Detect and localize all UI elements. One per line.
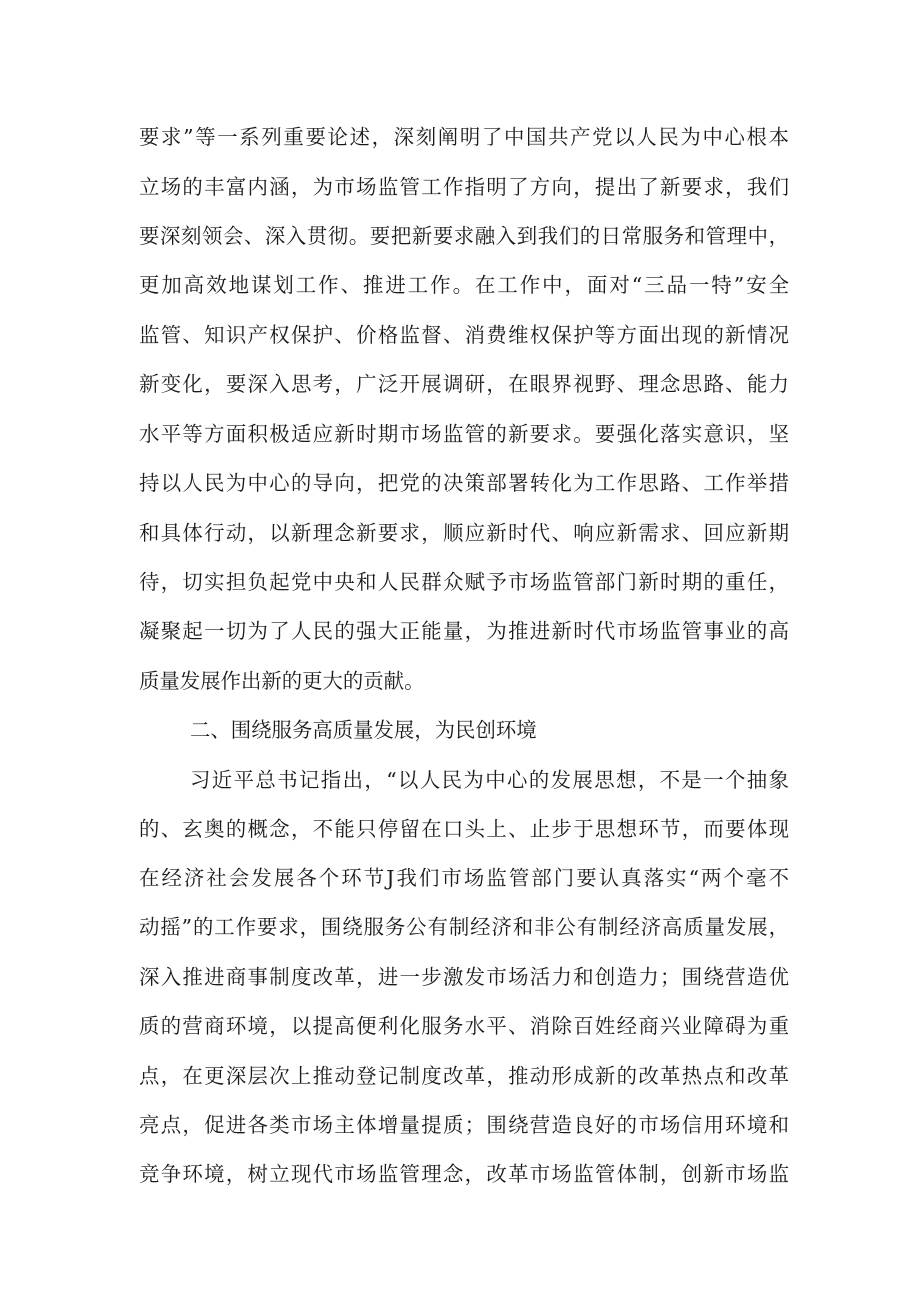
paragraph-2-line: 点，在更深层次上推动登记制度改革，推动形成新的改革热点和改革 — [139, 1064, 789, 1088]
paragraph-1-line: 水平等方面积极适应新时期市场监管的新要求。要强化落实意识，坚 — [139, 422, 789, 446]
paragraph-1-line: 要求”等一系列重要论述，深刻阐明了中国共产党以人民为中心根本 — [139, 125, 789, 149]
paragraph-2-line: 习近平总书记指出，“以人民为中心的发展思想，不是一个抽象 — [190, 768, 789, 792]
paragraph-2-line: 在经济社会发展各个环节J我们市场监管部门要认真落实“两个毫不 — [139, 866, 789, 890]
paragraph-1-line: 凝聚起一切为了人民的强大正能量，为推进新时代市场监管事业的高 — [139, 619, 789, 643]
paragraph-2-line: 的、玄奥的概念，不能只停留在口头上、止步于思想环节，而要体现 — [139, 817, 789, 841]
paragraph-1-line: 新变化，要深入思考，广泛开展调研，在眼界视野、理念思路、能力 — [139, 372, 789, 396]
paragraph-1-line: 监管、知识产权保护、价格监督、消费维权保护等方面出现的新情况 — [139, 323, 789, 347]
paragraph-1-line: 质量发展作出新的更大的贡献。 — [139, 669, 425, 693]
paragraph-1-line: 更加高效地谋划工作、推进工作。在工作中，面对“三品一特”安全 — [139, 273, 789, 297]
paragraph-2-line: 深入推进商事制度改革，进一步激发市场活力和创造力；围绕营造优 — [139, 965, 789, 989]
paragraph-2-line: 竞争环境，树立现代市场监管理念，改革市场监管体制，创新市场监 — [139, 1162, 789, 1186]
paragraph-1-line: 和具体行动，以新理念新要求，顺应新时代、响应新需求、回应新期 — [139, 521, 789, 545]
paragraph-1-line: 待，切实担负起党中央和人民群众赋予市场监管部门新时期的重任， — [139, 570, 789, 594]
section-heading: 二、围绕服务高质量发展，为民创环境 — [190, 718, 537, 742]
paragraph-1-line: 持以人民为中心的导向，把党的决策部署转化为工作思路、工作举措 — [139, 471, 789, 495]
paragraph-1-line: 要深刻领会、深入贯彻。要把新要求融入到我们的日常服务和管理中， — [139, 224, 789, 248]
paragraph-2-line: 亮点，促进各类市场主体增量提质；围绕营造良好的市场信用环境和 — [139, 1113, 789, 1137]
paragraph-1-line: 立场的丰富内涵，为市场监管工作指明了方向，提出了新要求，我们 — [139, 175, 789, 199]
paragraph-2-line: 质的营商环境，以提高便利化服务水平、消除百姓经商兴业障碍为重 — [139, 1014, 789, 1038]
paragraph-2-line: 动摇”的工作要求，围绕服务公有制经济和非公有制经济高质量发展， — [139, 915, 789, 939]
